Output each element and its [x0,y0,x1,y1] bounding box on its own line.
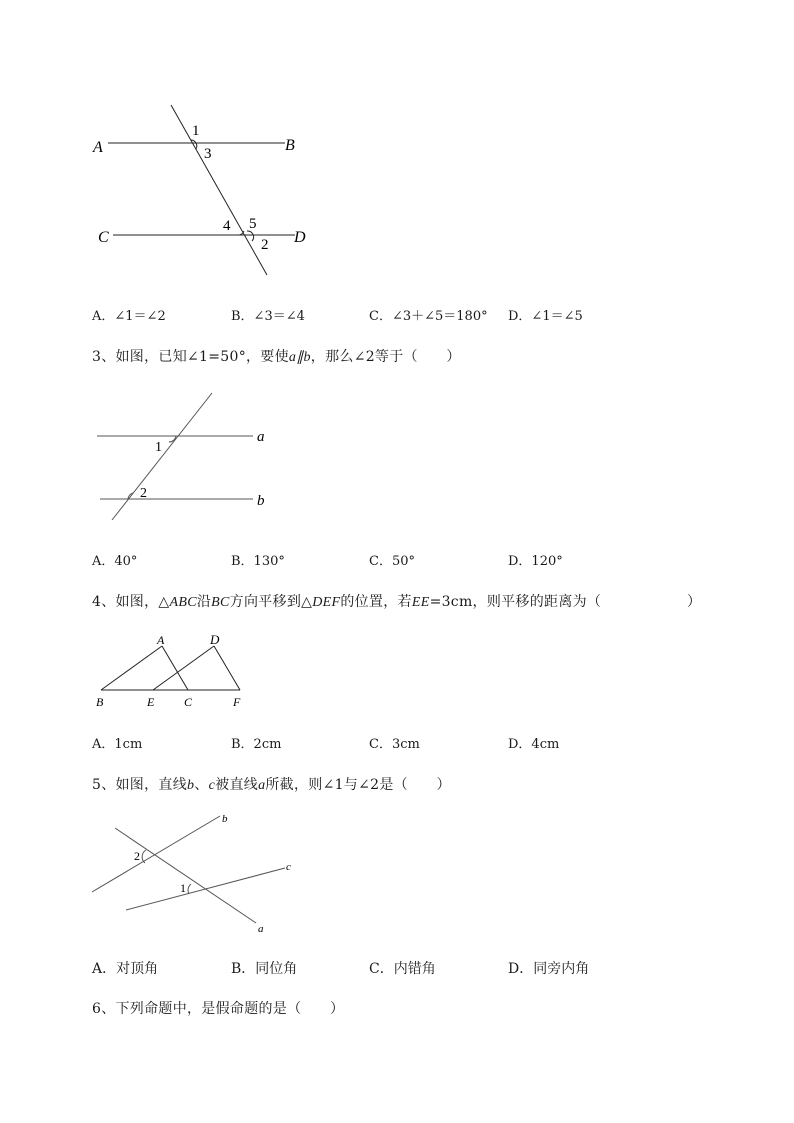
q5-stem-post: 所截，则∠1与∠2是（ ） [265,777,451,793]
label-F: F [233,695,241,709]
line-b [92,816,220,892]
angle-3: 3 [204,146,212,162]
q5-stem-pre: 5、如图，直线 [92,777,188,793]
q3-stem-ab: a∥b [288,350,311,365]
q4-stem-pre: 4、如图，△ [92,594,170,610]
q5-option-b[interactable]: B．同位角 [231,961,298,977]
label-C: C [184,695,193,709]
q3-option-a[interactable]: A．40° [92,554,138,569]
line-a [115,828,256,923]
q4-stem-post: =3cm，则平移的距离为（ ） [429,594,702,610]
q4-option-b[interactable]: B．2cm [231,737,282,752]
q5-figure [88,808,308,938]
q3-stem-post: ，那么∠2等于（ ） [310,349,461,365]
label-B: B [96,695,104,709]
label-b: b [222,813,228,825]
label-b: b [257,493,265,509]
q3-figure [90,385,290,530]
q4-option-d[interactable]: D．4cm [508,737,560,752]
q5-var-a: a [258,778,266,793]
q4-t3: DEF [312,595,341,610]
side-de [153,646,214,690]
q5-stem [92,774,451,794]
q3-stem [92,346,461,366]
q4-stem-mid1: 沿 [196,594,212,610]
q4-stem-mid3: 的位置，若 [340,594,412,610]
label-D: D [294,229,306,246]
q5-var-b: b [187,778,195,793]
q5-stem-mid: 被直线 [215,777,259,793]
q5-sep: 、 [194,777,209,793]
angle-arc-1 [169,436,176,442]
angle-2: 2 [140,486,147,501]
angle-1: 1 [192,123,200,139]
q3-option-d[interactable]: D．120° [508,554,563,569]
q4-t4: EE [411,595,430,610]
q5-option-d[interactable]: D．同旁内角 [508,961,590,977]
angle-arc-4 [238,231,244,235]
q4-figure [90,630,260,715]
q3-stem-pre: 3、如图，已知∠1=50°，要使 [92,349,289,365]
transversal [171,105,267,275]
angle-4: 4 [223,218,231,234]
angle-2: 2 [134,849,140,863]
angle-1: 1 [180,881,186,895]
q2-option-b[interactable]: B．∠3＝∠4 [231,309,305,324]
side-df [214,646,240,690]
label-a: a [257,429,265,445]
label-D: D [210,632,220,647]
q6-stem: 6、下列命题中，是假命题的是（ ） [92,1001,345,1017]
q4-option-c[interactable]: C．3cm [369,737,420,752]
label-a: a [258,923,264,935]
angle-1: 1 [155,440,162,455]
label-A: A [93,139,103,156]
q5-option-c[interactable]: C．内错角 [369,961,436,977]
q2-option-c[interactable]: C．∠3＋∠5＝180° [369,309,488,324]
q3-option-b[interactable]: B．130° [231,554,285,569]
q5-option-a[interactable]: A．对顶角 [92,961,159,977]
angle-2: 2 [261,237,269,253]
q2-option-a[interactable]: A．∠1＝∠2 [92,309,166,324]
q2-figure [80,95,340,285]
side-ab [101,646,162,690]
angle-5: 5 [249,216,257,232]
label-c: c [286,861,291,873]
q4-stem [92,591,701,611]
label-E: E [147,695,155,709]
label-A: A [157,633,165,647]
q3-option-c[interactable]: C．50° [369,554,415,569]
q4-t2: BC [211,595,230,610]
q2-option-d[interactable]: D．∠1＝∠5 [508,309,583,324]
label-C: C [98,229,109,246]
q4-option-a[interactable]: A．1cm [92,737,143,752]
q4-stem-mid2: 方向平移到△ [229,594,313,610]
q5-var-c: c [208,778,216,793]
label-B: B [285,137,295,154]
q4-t1: ABC [169,595,197,610]
angle-arc-5-2 [247,231,254,241]
transversal [112,393,212,520]
